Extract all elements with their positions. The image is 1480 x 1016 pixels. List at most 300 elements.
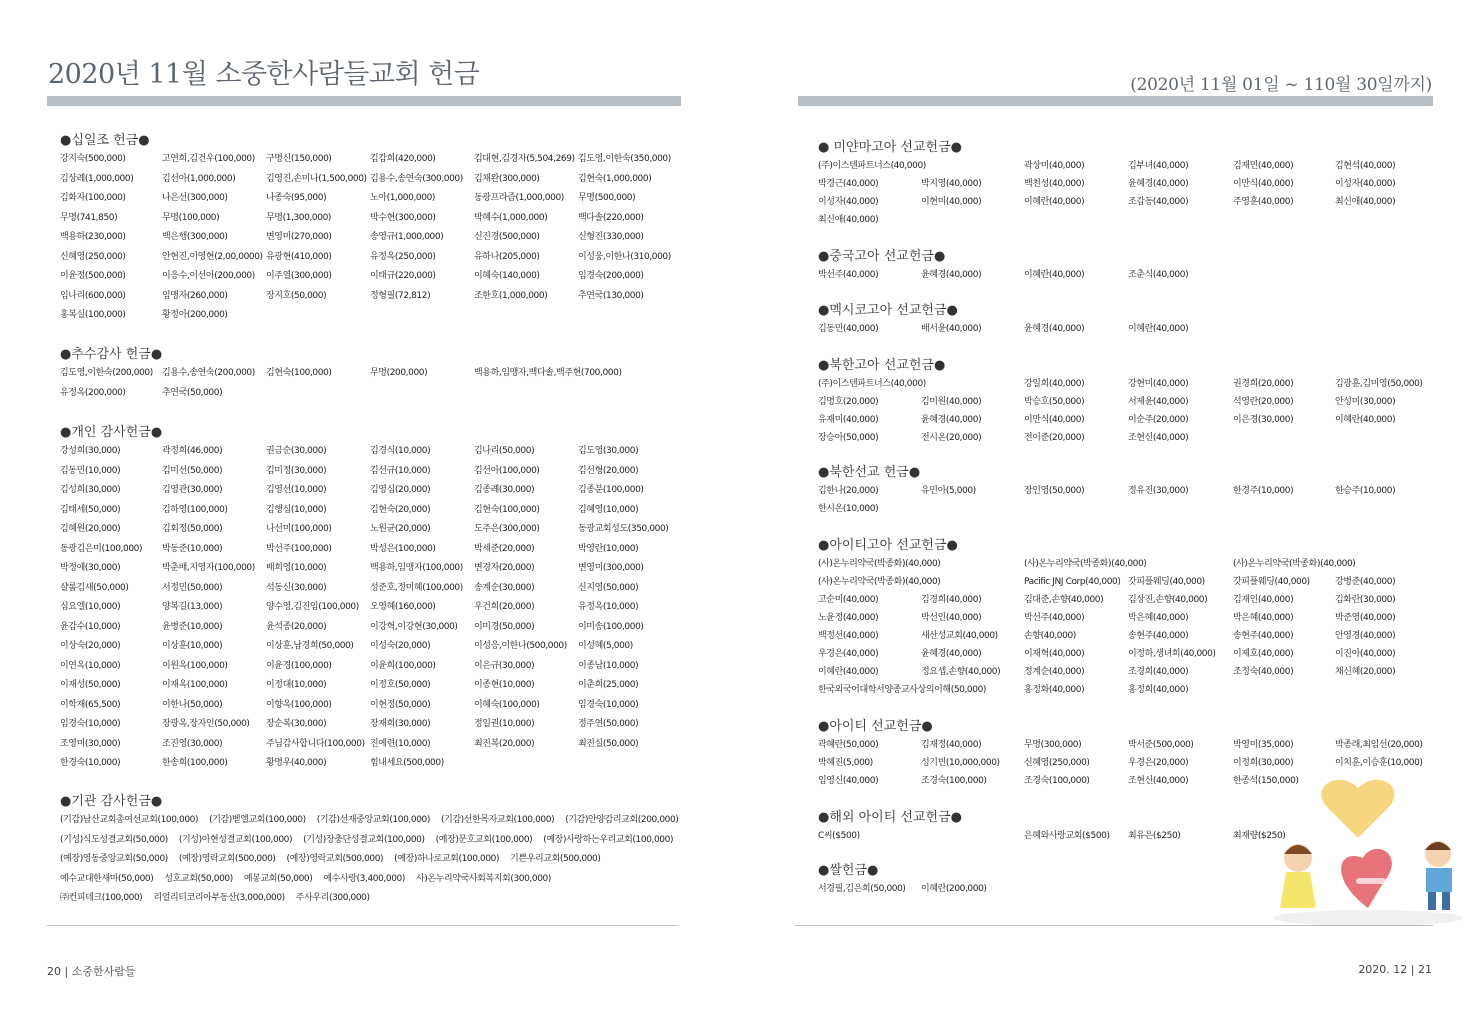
donor-entry: 갓피플웨딩(40,000) bbox=[1128, 577, 1205, 587]
donor-entry: 김동민(40,000) bbox=[818, 324, 879, 334]
donor-entry: 강지숙(500,000) bbox=[60, 154, 126, 164]
section-title: ●북한선교 헌금● bbox=[818, 465, 921, 480]
donor-entry: 곽상미(40,000) bbox=[1024, 161, 1085, 171]
donor-entry: 유민아(5,000) bbox=[921, 486, 976, 496]
donor-entry: 장승아(50,000) bbox=[818, 433, 879, 443]
section-title: ●아이티고아 선교헌금● bbox=[818, 538, 958, 553]
donor-entry: 곽혜란(50,000) bbox=[818, 740, 879, 750]
donor-entry: 신혜영(250,000) bbox=[1024, 758, 1090, 768]
donor-entry: 김태세(50,000) bbox=[60, 504, 121, 515]
donor-row bbox=[60, 579, 700, 599]
donor-entry: 윤혜경(40,000) bbox=[921, 270, 982, 280]
donor-entry: 백용하,임맹자(100,000) bbox=[370, 563, 463, 573]
donor-row bbox=[60, 150, 700, 170]
donor-entry: 박세준(20,000) bbox=[474, 543, 535, 554]
donor-entry: 윤혜경(40,000) bbox=[1024, 324, 1085, 334]
donor-entry: 한종석(150,000) bbox=[1233, 776, 1299, 786]
donor-entry: 정요셉,손향(40,000) bbox=[921, 667, 1001, 677]
donor-entry: (기성)식도성결교회(50,000) bbox=[60, 834, 168, 845]
donor-entry: 박영란(10,000) bbox=[578, 543, 639, 554]
donor-entry: 이성자(40,000) bbox=[818, 197, 879, 207]
donor-entry: 무명(741,850) bbox=[60, 212, 118, 223]
donor-entry: 노아(1,000,000) bbox=[370, 193, 436, 203]
donor-entry: 김미정(30,000) bbox=[266, 465, 327, 476]
donor-entry: 노윤정(40,000) bbox=[818, 613, 879, 623]
donor-entry: 김재민(40,000) bbox=[1233, 161, 1294, 171]
donor-entry: 이재혁(40,000) bbox=[1024, 649, 1085, 659]
section-title: ●십일조 헌금● bbox=[60, 133, 150, 148]
section-title: ●해외 아이티 선교헌금● bbox=[818, 810, 962, 825]
donor-entry: 박혜수(1,000,000) bbox=[474, 212, 548, 223]
donor-entry: 이혜란(40,000) bbox=[1024, 197, 1085, 207]
donor-entry: 박은혜(40,000) bbox=[1128, 613, 1189, 623]
donor-entry: C씨($500) bbox=[818, 831, 860, 841]
donor-entry: 조정숙(40,000) bbox=[1233, 667, 1294, 677]
donor-entry: 도주은(300,000) bbox=[474, 524, 540, 534]
donor-entry: 김도영(30,000) bbox=[578, 446, 639, 456]
donor-entry: 장재희(30,000) bbox=[370, 719, 431, 729]
donor-row bbox=[818, 375, 1458, 393]
offering-section bbox=[818, 357, 1458, 447]
donor-entry: 박성은(100,000) bbox=[370, 543, 436, 554]
donor-entry: 김종분(100,000) bbox=[578, 485, 644, 495]
donor-row bbox=[60, 676, 700, 696]
donor-entry: 이성웅,이한나(310,000) bbox=[578, 251, 671, 262]
donor-row bbox=[60, 501, 700, 521]
donor-row bbox=[818, 482, 1458, 500]
donor-entry: 박정애(30,000) bbox=[60, 563, 121, 573]
donor-entry: 신혜영(250,000) bbox=[60, 251, 126, 262]
donor-entry: 김재정(40,000) bbox=[921, 740, 982, 750]
donor-entry: 신진경(500,000) bbox=[474, 232, 540, 242]
donor-entry: 이윤정(500,000) bbox=[60, 271, 126, 281]
donor-entry: 최재량($250) bbox=[1233, 831, 1286, 841]
donor-entry: 김영선(10,000) bbox=[266, 485, 327, 495]
donor-entry: 양복길(13,000) bbox=[162, 602, 223, 612]
donor-row bbox=[818, 175, 1458, 193]
donor-entry: 최진실(50,000) bbox=[578, 738, 639, 749]
donor-entry: 정계순(40,000) bbox=[1024, 667, 1085, 677]
date-range-subtitle: (2020년 11월 01일 ~ 110월 30일까지) bbox=[1130, 75, 1432, 95]
donor-entry: 홍정희(40,000) bbox=[1128, 685, 1189, 695]
donor-entry: 백다솔(220,000) bbox=[578, 212, 644, 223]
donor-entry: 유정옥(10,000) bbox=[578, 602, 639, 612]
donor-entry: 신형진(330,000) bbox=[578, 232, 644, 242]
donor-entry: 한승주(10,000) bbox=[1335, 486, 1396, 496]
donor-entry: 석영란(20,000) bbox=[1233, 397, 1294, 407]
donor-entry: 김행심(10,000) bbox=[266, 504, 327, 515]
donor-entry: 김명호(20,000) bbox=[818, 397, 879, 407]
donor-entry: 장순복(30,000) bbox=[266, 719, 327, 729]
donor-entry: 김대준,손향(40,000) bbox=[1024, 595, 1104, 605]
donor-entry: 김화자(100,000) bbox=[60, 193, 126, 203]
donor-entry: (기성)장충단성결교회(100,000) bbox=[303, 834, 425, 845]
donor-row bbox=[818, 411, 1458, 429]
section-title: ●추수감사 헌금● bbox=[60, 347, 163, 362]
donor-entry: 송현주(40,000) bbox=[1233, 631, 1294, 641]
donor-row bbox=[60, 715, 700, 735]
donor-entry: 박지영(40,000) bbox=[921, 179, 982, 189]
donor-row bbox=[60, 267, 700, 287]
donor-entry: 전이준(20,000) bbox=[1024, 433, 1085, 443]
donor-entry: (기감)안양감리교회(200,000) bbox=[565, 815, 679, 825]
donor-entry: 나종숙(95,000) bbox=[266, 193, 327, 203]
donor-entry: 이만식(40,000) bbox=[1024, 415, 1085, 425]
donor-entry: 박서준(500,000) bbox=[1128, 740, 1194, 750]
donor-entry: 김동민(10,000) bbox=[60, 465, 121, 476]
donor-entry: 성호교회(50,000) bbox=[164, 873, 233, 884]
donor-entry: 박승호(50,000) bbox=[1024, 397, 1085, 407]
donor-entry: 이혜숙(140,000) bbox=[474, 271, 540, 281]
donor-row bbox=[818, 609, 1458, 627]
donor-entry: 손향(40,000) bbox=[1024, 631, 1076, 641]
donor-entry: (기감)선한목자교회(100,000) bbox=[440, 815, 555, 825]
offering-section bbox=[60, 132, 700, 326]
donor-entry: 임경숙(10,000) bbox=[578, 699, 639, 710]
donor-entry: 이미경(50,000) bbox=[474, 621, 535, 632]
donor-entry: 장지호(50,000) bbox=[266, 290, 327, 301]
donor-entry: 김현숙(100,000) bbox=[266, 368, 332, 378]
donor-row bbox=[818, 681, 1458, 699]
donor-entry: 석동신(30,000) bbox=[266, 582, 327, 593]
donor-entry: 최진복(20,000) bbox=[474, 738, 535, 749]
donor-entry: 이태규(220,000) bbox=[370, 271, 436, 281]
donor-entry: 이종현(10,000) bbox=[474, 680, 535, 690]
offering-section bbox=[60, 793, 700, 909]
donor-entry: 유정옥(200,000) bbox=[60, 387, 126, 398]
donor-entry: 박종래,최임선(20,000) bbox=[1335, 740, 1423, 750]
donor-entry: 심요엘(10,000) bbox=[60, 602, 121, 612]
donor-entry: 강병준(40,000) bbox=[1335, 577, 1396, 587]
donor-entry: 이제호(40,000) bbox=[1233, 649, 1294, 659]
donor-entry: 조한호(1,000,000) bbox=[474, 290, 548, 301]
donor-row bbox=[60, 889, 700, 909]
donor-entry: 이성응,이한나(500,000) bbox=[474, 641, 567, 651]
donor-entry: 조경숙(100,000) bbox=[921, 776, 987, 786]
section-title: ●북한고아 선교헌금● bbox=[818, 358, 946, 373]
donor-entry: 안영경(40,000) bbox=[1335, 631, 1396, 641]
donor-entry: 정주연(50,000) bbox=[578, 719, 639, 729]
section-title: ● 미얀마고아 선교헌금● bbox=[818, 140, 962, 155]
donor-entry: (주)이스텐파트너스(40,000) bbox=[818, 379, 926, 389]
donor-entry: 장광옥,장자인(50,000) bbox=[162, 719, 250, 729]
donor-row bbox=[818, 736, 1458, 754]
donor-row bbox=[60, 735, 700, 755]
section-title: ●개인 감사헌금● bbox=[60, 425, 163, 440]
donor-entry: 이응수,이선아(200,000) bbox=[162, 271, 255, 281]
donor-entry: 윤석종(20,000) bbox=[266, 621, 327, 632]
footer-left: 20 | 소중한사람들 bbox=[47, 965, 136, 978]
donor-entry: 박동준(10,000) bbox=[162, 543, 223, 554]
donor-entry: 배희영(10,000) bbox=[266, 563, 327, 573]
donor-entry: 샬롬김새(50,000) bbox=[60, 582, 129, 593]
donor-entry: 조갑동(40,000) bbox=[1128, 197, 1189, 207]
donor-entry: 이종남(10,000) bbox=[578, 660, 639, 671]
donor-entry: 김감희(420,000) bbox=[370, 154, 436, 164]
donor-entry: 은혜와사랑교회($500) bbox=[1024, 831, 1110, 841]
donor-entry: 김현숙(100,000) bbox=[474, 504, 540, 515]
section-title: ●중국고아 선교헌금● bbox=[818, 249, 946, 264]
page-title: 2020년 11월 소중한사람들교회 헌금 bbox=[48, 59, 480, 90]
donor-entry: 오영혜(160,000) bbox=[370, 602, 436, 612]
donor-entry: 이상숙(20,000) bbox=[60, 641, 121, 651]
donor-entry: 추연국(50,000) bbox=[162, 387, 223, 398]
donor-entry: 임경숙(200,000) bbox=[578, 271, 644, 281]
donor-entry: (사)온누리약국(박종화)(40,000) bbox=[1024, 559, 1147, 569]
donor-entry: 조경숙(100,000) bbox=[1024, 776, 1090, 786]
donor-entry: (주)이스텐파트너스(40,000) bbox=[818, 161, 926, 171]
donor-entry: 이만식(40,000) bbox=[1233, 179, 1294, 189]
footer-right: 2020. 12 | 21 bbox=[1358, 963, 1432, 976]
donor-entry: (예장)문호교회(100,000) bbox=[435, 834, 533, 845]
section-title: ●기관 감사헌금● bbox=[60, 794, 163, 809]
donor-entry: 이치훈,이승훈(10,000) bbox=[1335, 758, 1423, 768]
donor-row bbox=[818, 663, 1458, 681]
donor-row bbox=[818, 500, 1458, 518]
donor-entry: 김영관(30,000) bbox=[162, 485, 223, 495]
donor-entry: 동광교회성도(350,000) bbox=[578, 524, 669, 534]
donor-row bbox=[60, 870, 700, 890]
donor-entry: 강일희(40,000) bbox=[1024, 379, 1085, 389]
children-heart-illustration bbox=[1268, 768, 1468, 928]
donor-entry: 서정민(50,000) bbox=[162, 582, 223, 593]
donor-entry: 김하영(100,000) bbox=[162, 504, 228, 515]
donor-entry: 정유진(30,000) bbox=[1128, 486, 1189, 496]
title-underline-bar bbox=[47, 96, 681, 106]
donor-entry: 백은행(300,000) bbox=[162, 232, 228, 242]
donor-entry: 곽정희(46,000) bbox=[162, 446, 223, 456]
donor-entry: 백용하,임맹자,백다솔,백주현(700,000) bbox=[474, 368, 622, 378]
donor-entry: 김채완(300,000) bbox=[474, 173, 540, 184]
donor-entry: 노원균(20,000) bbox=[370, 524, 431, 534]
donor-entry: 김혜영(10,000) bbox=[578, 504, 639, 515]
donor-row bbox=[818, 429, 1458, 447]
donor-entry: 김미선(50,000) bbox=[162, 465, 223, 476]
donor-entry: 김상례(1,000,000) bbox=[60, 173, 134, 184]
donor-entry: 김현석(40,000) bbox=[1335, 161, 1396, 171]
donor-entry: 김도영,이한숙(200,000) bbox=[60, 368, 153, 378]
donor-entry: 한시온(10,000) bbox=[818, 504, 879, 514]
donor-entry: 박혜진(5,000) bbox=[818, 758, 873, 768]
donor-entry: 박수현(300,000) bbox=[370, 212, 436, 223]
donor-entry: 유하나(205,000) bbox=[474, 251, 540, 262]
donor-row bbox=[60, 696, 700, 716]
donor-entry: 황명우(40,000) bbox=[266, 758, 327, 768]
donor-row bbox=[60, 209, 700, 229]
donor-row bbox=[60, 248, 700, 268]
donor-entry: 김회정(50,000) bbox=[162, 524, 223, 534]
donor-entry: 힘내세요(500,000) bbox=[370, 758, 444, 768]
donor-entry: (사)온누리약국(박종화)(40,000) bbox=[818, 559, 941, 569]
donor-row bbox=[818, 157, 1458, 175]
donor-entry: 김재인(40,000) bbox=[1233, 595, 1294, 605]
donor-entry: 이성숙(20,000) bbox=[370, 641, 431, 651]
donor-entry: 박경근(40,000) bbox=[818, 179, 879, 189]
donor-entry: 이정하,생녀희(40,000) bbox=[1128, 649, 1216, 659]
donor-entry: 이향옥(100,000) bbox=[266, 699, 332, 710]
donor-entry: 리얼리티코리아부동산(3,000,000) bbox=[153, 893, 285, 903]
donor-entry: 한경숙(10,000) bbox=[60, 758, 121, 768]
donor-entry: 김미원(40,000) bbox=[921, 397, 982, 407]
donor-entry: 변영미(300,000) bbox=[578, 563, 644, 573]
donor-entry: 백용하(230,000) bbox=[60, 232, 126, 242]
donor-entry: 이혜란(40,000) bbox=[1335, 415, 1396, 425]
donor-entry: 이미송(100,000) bbox=[578, 621, 644, 632]
donor-entry: 장인영(50,000) bbox=[1024, 486, 1085, 496]
donor-entry: 송영규(1,000,000) bbox=[370, 232, 444, 242]
donor-entry: 한국외국어대학서양종교사상의이해(50,000) bbox=[818, 685, 987, 695]
donor-entry: 갓피플웨딩(40,000) bbox=[1233, 577, 1310, 587]
donor-entry: 김성희(30,000) bbox=[60, 485, 121, 495]
donor-entry: 김부녀(40,000) bbox=[1128, 161, 1189, 171]
donor-row bbox=[60, 540, 700, 560]
donor-entry: 구명신(150,000) bbox=[266, 154, 332, 164]
donor-entry: 최신애(40,000) bbox=[1335, 197, 1396, 207]
donor-entry: 권경희(20,000) bbox=[1233, 379, 1294, 389]
donor-row bbox=[60, 364, 700, 384]
donor-entry: 무명(300,000) bbox=[1024, 740, 1082, 750]
donor-entry: 박춘배,지영자(100,000) bbox=[162, 563, 255, 573]
donor-entry: 조현신(40,000) bbox=[1128, 776, 1189, 786]
donor-entry: 김현숙(1,000,000) bbox=[578, 173, 652, 184]
donor-row bbox=[818, 193, 1458, 211]
section-title: ●쌀헌금● bbox=[818, 863, 879, 878]
donor-entry: 나선미(100,000) bbox=[266, 524, 332, 534]
donor-entry: (예장)하나로교회(100,000) bbox=[394, 854, 500, 864]
donor-entry: 이재옥(100,000) bbox=[162, 680, 228, 690]
donor-entry: 예수교대한새마(50,000) bbox=[60, 873, 154, 884]
donor-row bbox=[60, 189, 700, 209]
donor-entry: 예봉교회(50,000) bbox=[243, 873, 313, 884]
donor-entry: 조영미(30,000) bbox=[60, 738, 121, 749]
donor-entry: 유정옥(250,000) bbox=[370, 251, 436, 262]
donor-entry: 김화란(30,000) bbox=[1335, 595, 1396, 605]
donor-row bbox=[818, 555, 1458, 573]
donor-entry: 김용수,송연숙(200,000) bbox=[162, 368, 255, 378]
donor-row bbox=[60, 306, 700, 326]
offering-section bbox=[818, 464, 1458, 518]
donor-entry: 고연희,김건우(100,000) bbox=[162, 154, 255, 164]
donor-row bbox=[818, 591, 1458, 609]
donor-entry: 김현숙(20,000) bbox=[370, 504, 431, 515]
donor-entry: 이성자(40,000) bbox=[1335, 179, 1396, 189]
donor-row bbox=[60, 462, 700, 482]
donor-entry: (예장)영락교회(500,000) bbox=[178, 854, 276, 864]
donor-row bbox=[60, 384, 700, 404]
donor-entry: 이현정(50,000) bbox=[370, 699, 431, 710]
donor-entry: 송현주(40,000) bbox=[1128, 631, 1189, 641]
donor-entry: 김선아(100,000) bbox=[474, 465, 540, 476]
donor-entry: 이현미(40,000) bbox=[921, 197, 982, 207]
donor-row bbox=[60, 811, 700, 831]
offering-section bbox=[60, 346, 700, 403]
donor-entry: 최신애(40,000) bbox=[818, 215, 879, 225]
donor-entry: (예장)사랑하는우리교회(100,000) bbox=[543, 834, 674, 845]
donor-entry: 윤감수(10,000) bbox=[60, 621, 121, 632]
donor-row bbox=[818, 393, 1458, 411]
offering-section bbox=[818, 139, 1458, 229]
donor-entry: 추연국(130,000) bbox=[578, 290, 644, 301]
donor-entry: (기감)선재중앙교회(100,000) bbox=[316, 815, 430, 825]
donor-entry: 이연옥(10,000) bbox=[60, 660, 121, 671]
donor-entry: 이혜란(40,000) bbox=[1128, 324, 1189, 334]
donor-entry: 이정희(30,000) bbox=[1233, 758, 1294, 768]
donor-entry: 홍정화(40,000) bbox=[1024, 685, 1085, 695]
donor-entry: 김선형(20,000) bbox=[578, 465, 639, 476]
donor-entry: (기성)아현성결교회(100,000) bbox=[178, 834, 293, 845]
donor-entry: (사)온누리약국(박종화)(40,000) bbox=[1233, 559, 1356, 569]
donor-entry: 이춘희(25,000) bbox=[578, 680, 639, 690]
donor-entry: 배서윤(40,000) bbox=[921, 324, 982, 334]
donor-entry: 안현진,이영현(2,00,0000) bbox=[162, 251, 263, 262]
offering-section bbox=[818, 537, 1458, 699]
donor-entry: (사)온누리약국(박종화)(40,000) bbox=[818, 577, 941, 587]
donor-entry: 기쁜우리교회(500,000) bbox=[510, 854, 601, 864]
donor-entry: 이한나(50,000) bbox=[162, 699, 223, 710]
donor-entry: 이은경(30,000) bbox=[1233, 415, 1294, 425]
donor-entry: (기감)벧엘교회(100,000) bbox=[209, 815, 306, 825]
donor-entry: 백정선(40,000) bbox=[818, 631, 879, 641]
donor-entry: 우건희(20,000) bbox=[474, 602, 535, 612]
donor-row bbox=[818, 645, 1458, 663]
donor-row bbox=[60, 228, 700, 248]
donor-entry: (기감)남산교회총여선교회(100,000) bbox=[60, 815, 199, 825]
donor-row bbox=[60, 657, 700, 677]
donor-row bbox=[60, 637, 700, 657]
donor-entry: 조경희(40,000) bbox=[1128, 667, 1189, 677]
donor-entry: 권금순(30,000) bbox=[266, 446, 327, 456]
donor-row bbox=[818, 211, 1458, 229]
donor-entry: 강성희(30,000) bbox=[60, 446, 121, 456]
donor-entry: 백천성(40,000) bbox=[1024, 179, 1085, 189]
donor-entry: 박준영(40,000) bbox=[1335, 613, 1396, 623]
donor-entry: 동광프라즘(1,000,000) bbox=[474, 193, 564, 203]
donor-row bbox=[818, 573, 1458, 591]
donor-entry: 윤혜경(40,000) bbox=[1128, 179, 1189, 189]
donor-entry: 김나리(50,000) bbox=[474, 446, 535, 456]
offering-section bbox=[60, 424, 700, 774]
donor-entry: 윤병준(10,000) bbox=[162, 621, 223, 632]
donor-entry: 성기빈(10,000,000) bbox=[921, 758, 1000, 768]
donor-row bbox=[60, 850, 700, 870]
donor-entry: 김상진,손향(40,000) bbox=[1128, 595, 1208, 605]
donor-entry: 김용수,송연숙(300,000) bbox=[370, 173, 463, 184]
donor-entry: 사)온누리약국사회복지회(300,000) bbox=[415, 873, 551, 884]
donor-entry: 이윤경(100,000) bbox=[266, 660, 332, 671]
donor-entry: 동광김은미(100,000) bbox=[60, 543, 143, 554]
donor-entry: 김도영,이한숙(350,000) bbox=[578, 154, 671, 164]
donor-entry: 한경주(10,000) bbox=[1233, 486, 1294, 496]
donor-entry: 박은혜(40,000) bbox=[1233, 613, 1294, 623]
donor-entry: 이상훈,남경희(50,000) bbox=[266, 641, 354, 651]
donor-entry: 이혜란(200,000) bbox=[921, 884, 987, 894]
donor-entry: 이윤희(100,000) bbox=[370, 660, 436, 671]
donor-entry: 채신혜(20,000) bbox=[1335, 667, 1396, 677]
donor-row bbox=[60, 559, 700, 579]
donor-entry: 이혜란(40,000) bbox=[1024, 270, 1085, 280]
donor-entry: 우경은(40,000) bbox=[818, 649, 879, 659]
donor-entry: 주영훈(40,000) bbox=[1233, 197, 1294, 207]
donor-entry: 정형필(72,812) bbox=[370, 290, 431, 301]
donor-entry: 강현미(40,000) bbox=[1128, 379, 1189, 389]
donor-entry: 임경숙(10,000) bbox=[60, 719, 121, 729]
donor-entry: 이혜란(40,000) bbox=[818, 667, 879, 677]
donor-entry: 김광훈,김미영(50,000) bbox=[1335, 379, 1423, 389]
donor-entry: 변영미(270,000) bbox=[266, 232, 332, 242]
donor-entry: 김경식(10,000) bbox=[370, 446, 431, 456]
donor-entry: 유재미(40,000) bbox=[818, 415, 879, 425]
donor-entry: 김혜원(20,000) bbox=[60, 524, 121, 534]
